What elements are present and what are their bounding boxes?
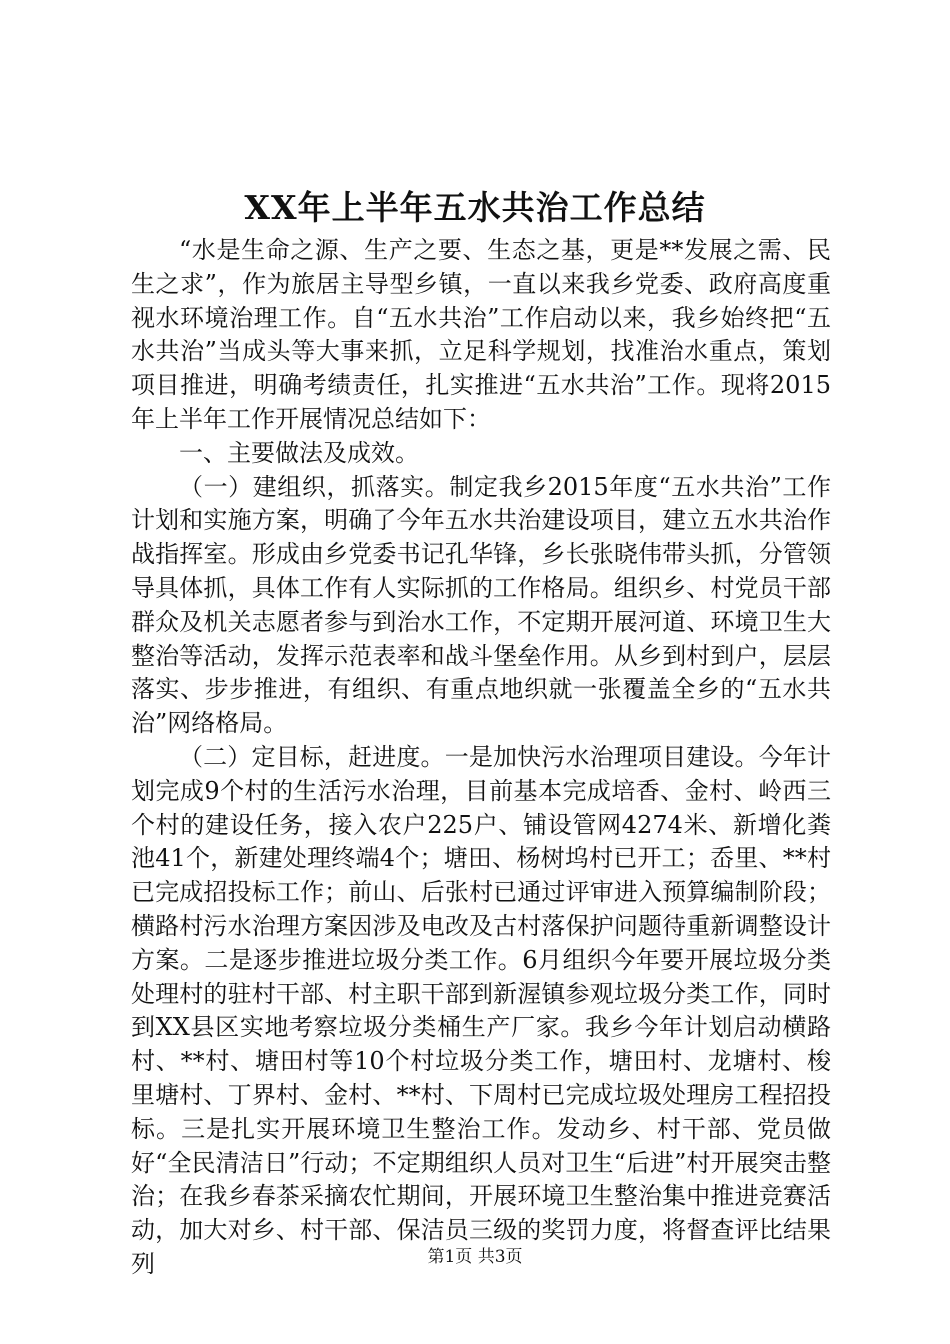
document-title: XX年上半年五水共治工作总结 (244, 188, 706, 227)
section-heading: 一、主要做法及成效。 (179, 438, 419, 467)
paragraph-organization: （一）建组织，抓落实。制定我乡2015年度“五水共治”工作计划和实施方案，明确了今年五水共治建设项目，建立五水共治作战指挥室。形成由乡党委书记孔华锋，乡长张晓伟带头抓，分管领导具体抓，具体工作有人实际抓的工作格局。组织乡、村党员干部群众及机关志愿者参与到治水工作，不定期开展河道、环境卫生大整治等活动，发挥示范表率和战斗堡垒作用。从乡到村到户，层层落实、步步推进，有组织、有重点地织就一张覆盖全乡的“五水共治”网络格局。 (131, 472, 831, 738)
paragraph-targets: （二）定目标，赶进度。一是加快污水治理项目建设。今年计划完成9个村的生活污水治理，目前基本完成培香、金村、岭西三个村的建设任务，接入农户225户、铺设管网4274米、新增化粪池41个，新建处理终端4个；塘田、杨树坞村已开工；岙里、**村已完成招投标工作；前山、后张村已通过评审进入预算编制阶段；横路村污水治理方案因涉及电改及古村落保护问题待重新调整设计方案。二是逐步推进垃圾分类工作。6月组织今年要开展垃圾分类处理村的驻村干部、村主职干部到新渥镇参观垃圾分类工作，同时到XX县区实地考察垃圾分类桶生产厂家。我乡今年计划启动横路村、**村、塘田村等10个村垃圾分类工作，塘田村、龙塘村、梭里塘村、丁界村、金村、**村、下周村已完成垃圾处理房工程招投标。三是扎实开展环境卫生整治工作。发动乡、村干部、党员做好“全民清洁日”行动；不定期组织人员对卫生“后进”村开展突击整治；在我乡春茶采摘农忙期间，开展环境卫生整治集中推进竞赛活动，加大对乡、村干部、保洁员三级的奖罚力度，将督查评比结果列 (131, 742, 831, 1278)
page-footer: 第1页 共3页 (427, 1247, 523, 1267)
document-body (131, 234, 831, 1282)
paragraph-intro: “水是生命之源、生产之要、生态之基，更是**发展之需、民生之求”，作为旅居主导型乡镇，一直以来我乡党委、政府高度重视水环境治理工作。自“五水共治”工作启动以来，我乡始终把“五水共治”当成头等大事来抓，立足科学规划，找准治水重点，策划项目推进，明确考绩责任，扎实推进“五水共治”工作。现将2015年上半年工作开展情况总结如下： (131, 236, 831, 433)
